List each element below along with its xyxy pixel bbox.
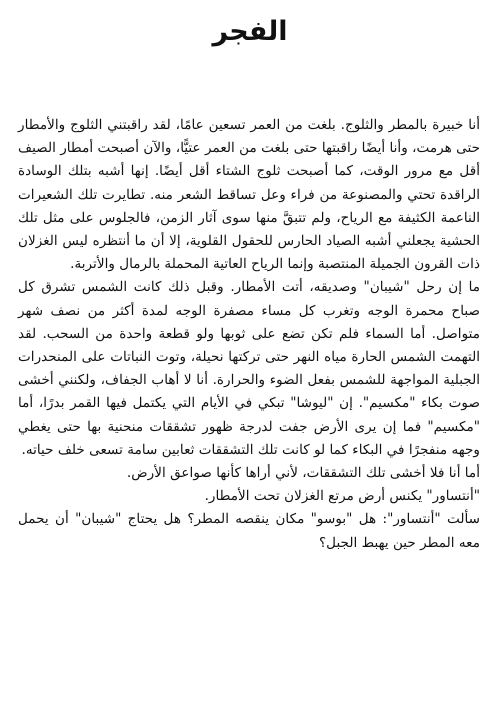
paragraph-1: أنا خبيرة بالمطر والثلوج. بلغت من العمر تسعين عامًا، لقد راقبتني الثلوج والأمطار حتى هرمت، وأنا أيضًا راقبتها حتى بلغت من العمر عتيًّا، والآن أصبحت أمطار الصيف أقل مع مرور الوقت، كما أصبحت ثلوج الشتاء أقل أيضًا. إنها أشبه بتلك الوسادة الراقدة تحتي والمصنوعة من فراء وعل تساقط الشعر منه. تطايرت تلك الشعيرات الناعمة الكثيفة مع الرياح، ولم تتبقَّ منها سوى آثار الزمن، فالجلوس على مثل تلك الحشية يجعلني أشبه الصياد الحارس للحقول القلوية، إلا أن ما أنتظره ليس الغزلان ذات القرون الجميلة المنتصبة وإنما الرياح العاتية المحملة بالرمال والأتربة. (18, 117, 480, 273)
paragraph-2: ما إن رحل "شيبان" وصديقه، أتت الأمطار. وقبل ذلك كانت الشمس تشرق كل صباح محمرة الوجه وتغرب كل مساء مصفرة الوجه لمدة أكثر من نصف شهر متواصل. أما السماء فلم تكن تضع على ثوبها ولو قطعة واحدة من السحب. لقد التهمت الشمس الحارة مياه النهر حتى تركتها نحيلة، وتوت النباتات على المنحدرات الجبلية المواجهة للشمس بفعل الضوء والحرارة. أنا لا أهاب الجفاف، ولكنني أخشى صوت بكاء "مكسيم". إن "ليوشا" تبكي في الأيام التي يكتمل فيها القمر بدرًا، أما "مكسيم" فما إن يرى الأرض جفت لدرجة ظهور تشققات منحنية بها حتى يغطي وجهه منفجرًا في البكاء كما لو كانت تلك التشققات ثعابين سامة تسعى خلف حياته. (18, 279, 480, 458)
paragraph-3: أما أنا فلا أخشى تلك التشققات، لأني أراها كأنها صواعق الأرض. (126, 465, 480, 482)
document-title: الفجر (212, 16, 288, 47)
document-body (18, 114, 480, 555)
paragraph-5: سألت "أنتساور": هل "بوسو" مكان ينقصه المطر؟ هل يحتاج "شيبان" أن يحمل معه المطر حين يهبط الجبل؟ (18, 511, 480, 551)
paragraph-4: "أنتساور" يكنس أرض مرتع الغزلان تحت الأمطار. (204, 488, 480, 505)
